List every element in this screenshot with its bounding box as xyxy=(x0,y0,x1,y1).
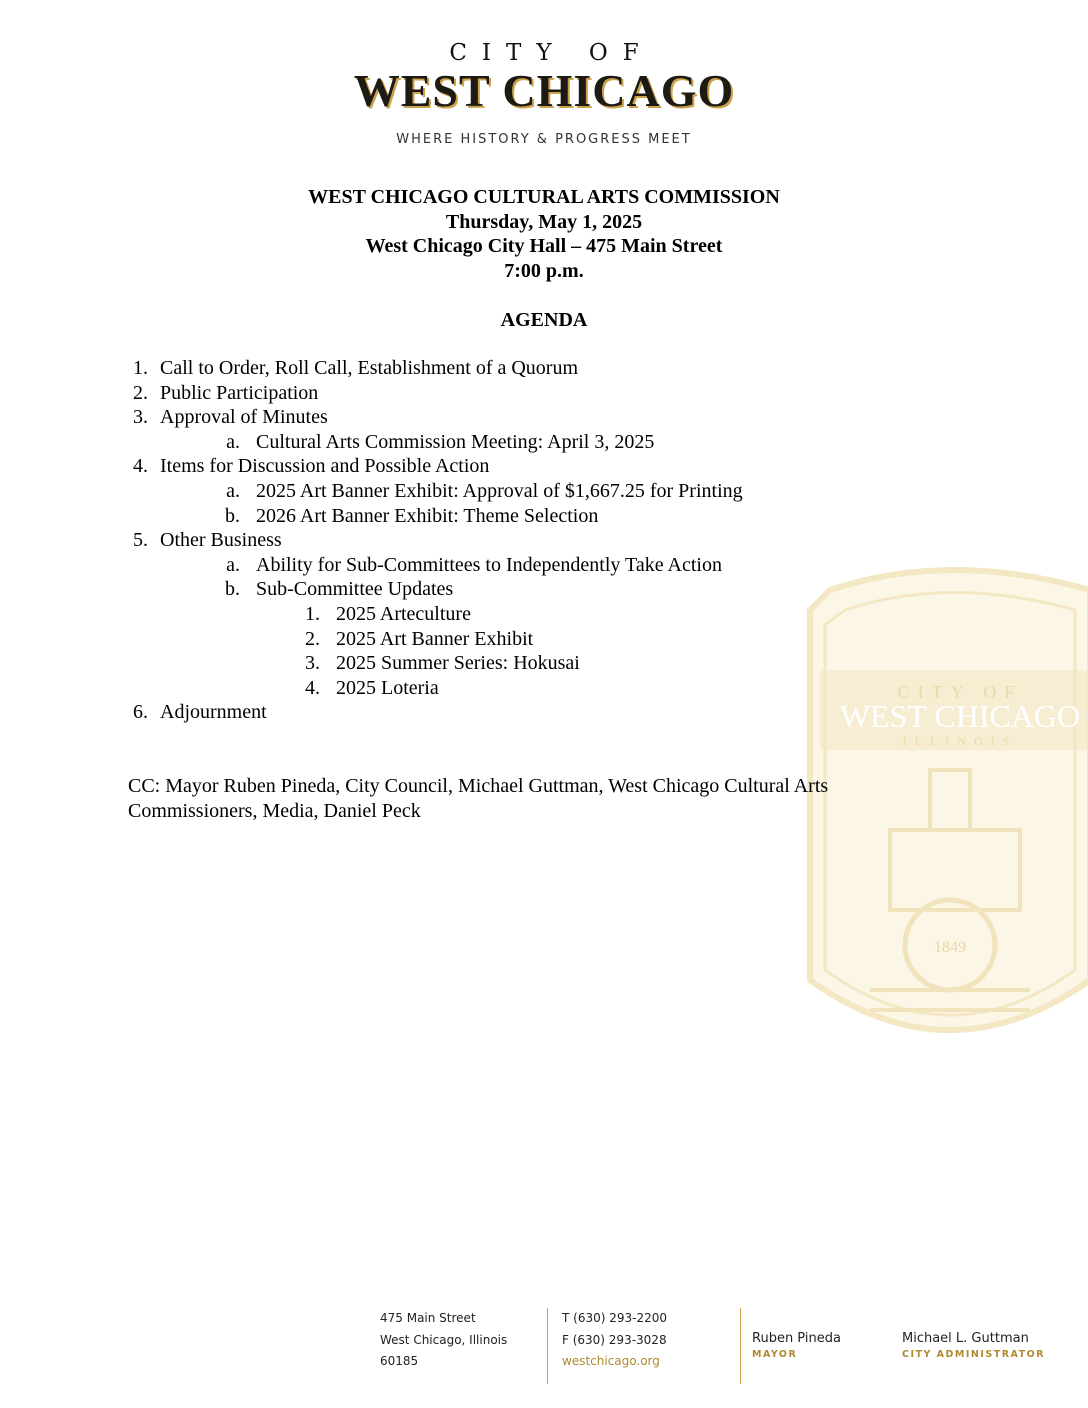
footer-administrator xyxy=(902,1330,1045,1362)
agenda-subsubitem: 2. 2025 Art Banner Exhibit xyxy=(305,627,534,650)
administrator-name: Michael L. Guttman xyxy=(902,1331,1029,1346)
agenda-item: 1. Call to Order, Roll Call, Establishment of a Quorum xyxy=(133,357,579,379)
agenda-subsubitem: 3. 2025 Summer Series: Hokusai xyxy=(305,652,580,675)
meeting-location: West Chicago City Hall – 475 Main Street xyxy=(365,235,723,257)
footer-contact xyxy=(562,1308,667,1373)
agenda-item: 2. Public Participation xyxy=(133,381,319,404)
city-logo xyxy=(0,40,1088,148)
letterhead-footer xyxy=(0,1308,1088,1388)
svg-text:CITY OF: CITY OF xyxy=(897,682,1023,702)
svg-text:ILLINOIS: ILLINOIS xyxy=(902,734,1018,748)
administrator-title: CITY ADMINISTRATOR xyxy=(902,1349,1046,1360)
agenda-item: 5. Other Business xyxy=(133,529,282,552)
footer-address: 475 Main Street West Chicago, Illinois 60185 xyxy=(380,1311,508,1368)
footer-divider xyxy=(740,1308,741,1384)
agenda-subitem: a. Cultural Arts Commission Meeting: April 3, 2025 xyxy=(226,430,655,453)
agenda-subsubitem: 1. 2025 Arteculture xyxy=(305,602,471,625)
footer-website-link[interactable]: westchicago.org xyxy=(562,1354,660,1368)
footer-fax: F (630) 293-3028 xyxy=(562,1332,667,1347)
logo-city-of: CITY OF xyxy=(449,40,654,66)
cc-line: Commissioners, Media, Daniel Peck xyxy=(128,799,421,822)
agenda-subitem: a. Ability for Sub-Committees to Independently Take Action xyxy=(226,553,722,576)
agenda-item: 6. Adjournment xyxy=(133,701,267,724)
logo-west-chicago: WEST CHICAGO xyxy=(353,65,735,116)
footer-phone: T (630) 293-2200 xyxy=(562,1311,667,1325)
mayor-name: Ruben Pineda xyxy=(752,1331,841,1346)
meeting-time: 7:00 p.m. xyxy=(504,259,584,282)
agenda-subitem: b. Sub-Committee Updates xyxy=(225,578,454,601)
agenda-subsubitem: 4. 2025 Loteria xyxy=(305,676,439,699)
footer-divider xyxy=(547,1308,548,1384)
agenda-list xyxy=(0,356,1088,725)
svg-text:1849: 1849 xyxy=(934,939,966,956)
agenda-subitem: b. 2026 Art Banner Exhibit: Theme Selection xyxy=(225,504,599,527)
agenda-item: 4. Items for Discussion and Possible Action xyxy=(133,455,490,478)
logo-tagline: WHERE HISTORY & PROGRESS MEET xyxy=(396,132,692,147)
svg-text:WEST CHICAGO: WEST CHICAGO xyxy=(839,698,1081,734)
meeting-header xyxy=(0,185,1088,283)
cc-distribution xyxy=(128,774,928,823)
meeting-date: Thursday, May 1, 2025 xyxy=(445,210,643,233)
agenda-item: 3. Approval of Minutes xyxy=(133,406,328,429)
agenda-subitem: a. 2025 Art Banner Exhibit: Approval of $1,667.25 for Printing xyxy=(226,479,743,502)
footer-mayor xyxy=(752,1330,841,1362)
agenda-title: AGENDA xyxy=(500,309,588,331)
commission-name: WEST CHICAGO CULTURAL ARTS COMMISSION xyxy=(308,186,780,208)
cc-line: CC: Mayor Ruben Pineda, City Council, Michael Guttman, West Chicago Cultural Arts xyxy=(128,775,829,797)
mayor-title: MAYOR xyxy=(752,1349,798,1360)
